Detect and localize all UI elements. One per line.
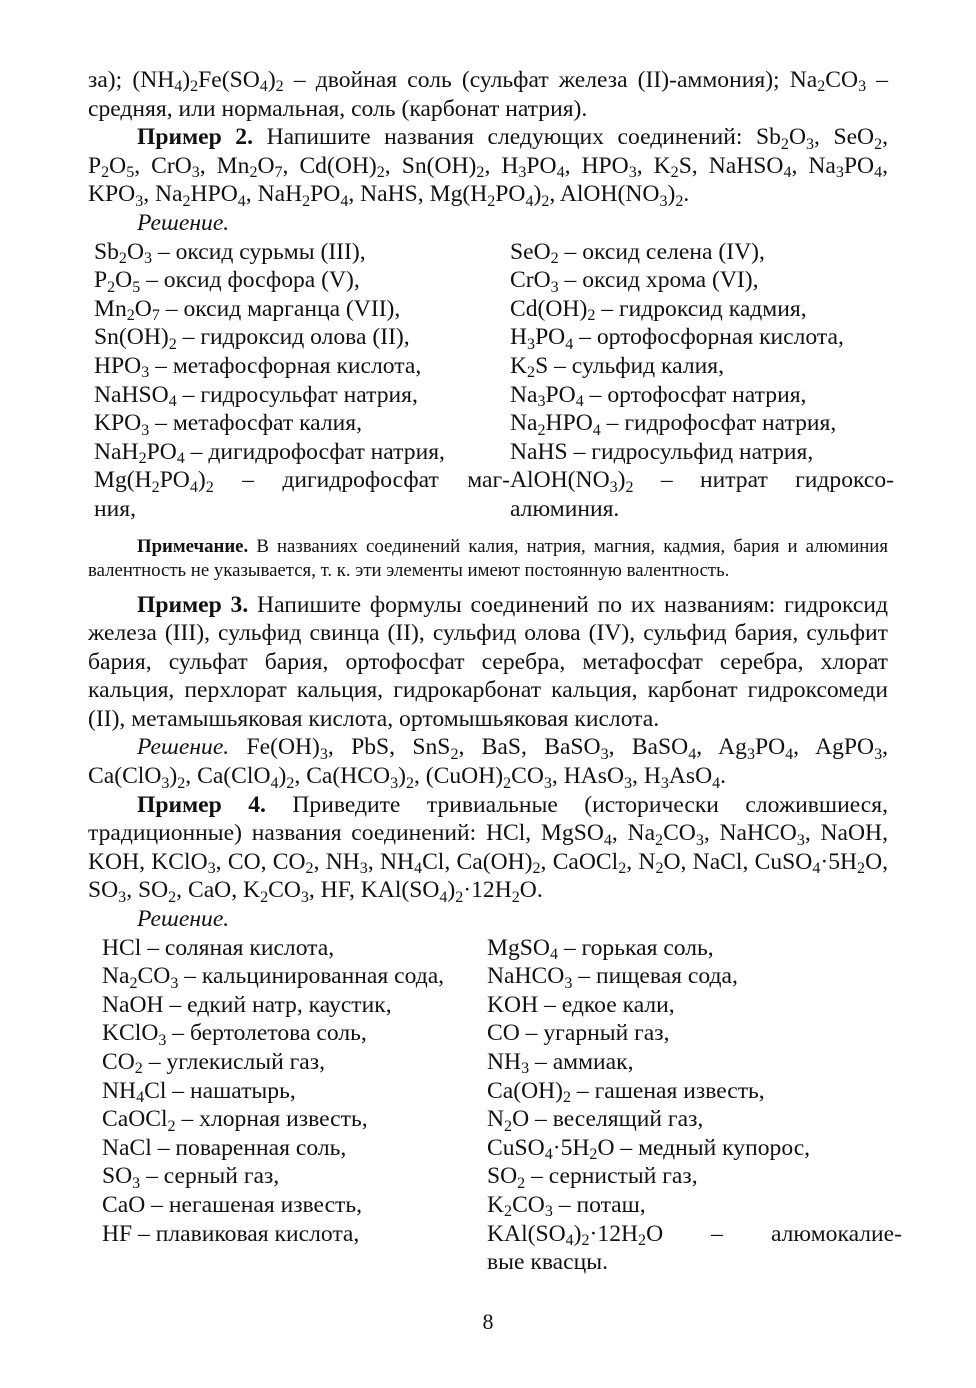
solution-list-item: NaHSO$_4$ – гидросульфат натрия, bbox=[94, 381, 418, 411]
solution-list-item: $SO_3$ – серный газ, bbox=[102, 1163, 280, 1192]
solution-list-item: вые квасцы. bbox=[487, 1249, 608, 1276]
example-4-solution-grid bbox=[102, 934, 902, 1277]
example-3-solution-label: Решение. bbox=[137, 734, 230, 761]
example-2-title: Пример 2. bbox=[137, 124, 253, 151]
example-4-task bbox=[88, 791, 888, 905]
solution-list-item: $KAl(SO_4)_2\cdot 12H_2O$ – алюмокалие- bbox=[487, 1220, 902, 1250]
solution-list-item: SeO$_2$ – оксид селена (IV), bbox=[510, 238, 765, 268]
solution-list-item: NaHS – гидросульфид натрия, bbox=[510, 438, 814, 465]
example-4-task-text: Приведите тривиальные (исторически сложившиеся, традиционные) названия соединений: HCl, MgSO$_4$, $Na_2CO_3$, NaHCO$_3$, NaOH, KOH, KClO$_3$, CO, $CO_2$, $NH_3$, $NH_4Cl$, $Ca(OH)_2$, CaOCl$_2$, $N_2O$, NaCl, $CuSO_4\cdot 5H_2O$, $SO_3$, $SO_2$, CaO, $K_2CO_3$, HF, $KAl(SO_4)_2\cdot 12H_2O$. bbox=[88, 791, 888, 906]
example-4-left-column bbox=[102, 934, 487, 1277]
solution-list-item: $SO_2$ – сернистый газ, bbox=[487, 1163, 698, 1192]
solution-list-item: $Sn(OH)_2$ – гидроксид олова (II), bbox=[94, 324, 410, 353]
solution-list-item: $Na_3PO_4$ – ортофосфат натрия, bbox=[510, 381, 807, 411]
solution-list-item: $Cd(OH)_2$ – гидроксид кадмия, bbox=[510, 295, 807, 325]
example-3-task-text: Напишите формулы соединений по их названиям: гидроксид железа (III), сульфид свинца (II), сульфид олова (IV), сульфид бария, сульфит бария, сульфат бария, ортофосфат серебра, метафосфат серебра, хлорат кальция, перхлорат кальция, гидрокарбонат кальция, карбонат гидроксомеди (II), метамышьяковая кислота, ортомышьяковая кислота. bbox=[88, 591, 889, 732]
note-text: В названиях соединений калия, натрия, магния, кадмия, бария и алюминия валентность не указывается, т. к. эти элементы имеют постоянную валентность. bbox=[88, 535, 888, 581]
solution-list-item: $H_3PO_4$ – ортофосфорная кислота, bbox=[510, 324, 844, 353]
solution-list-item: $CuSO_4\cdot 5H_2O$ – медный купорос, bbox=[487, 1134, 811, 1164]
solution-list-item: CaOCl$_2$ – хлорная известь, bbox=[102, 1106, 368, 1135]
solution-list-item: ния, bbox=[94, 495, 137, 522]
example-2-left-column bbox=[94, 238, 510, 524]
solution-list-item: $Na_2CO_3$ – кальцинированная сода, bbox=[102, 963, 445, 992]
example-4-right-column bbox=[487, 934, 902, 1277]
note-paragraph bbox=[88, 535, 888, 583]
note-label: Примечание. bbox=[137, 535, 249, 557]
solution-list-item: $P_2O_5$ – оксид фосфора (V), bbox=[94, 267, 360, 296]
example-2-task bbox=[88, 123, 888, 209]
example-3-solution-text: $Fe(OH)_3$, PbS, SnS$_2$, BaS, BaSO$_3$, BaSO$_4$, $Ag_3PO_4$, AgPO$_3$, $Ca(ClO_3)_2$, $Ca(ClO_4)_2$, $Ca(HCO_3)_2$, $(CuOH)_2CO_3$, HAsO$_3$, $H_3AsO_4$. bbox=[88, 734, 889, 792]
solution-list-item: $CO_2$ – углекислый газ, bbox=[102, 1049, 325, 1078]
example-2-solution-label: Решение. bbox=[137, 209, 230, 236]
solution-list-item: $Mg(H_2PO_4)_2$ – дигидрофосфат маг- bbox=[94, 467, 510, 496]
solution-list-item: NaCl – поваренная соль, bbox=[102, 1134, 347, 1161]
example-4-title: Пример 4. bbox=[137, 791, 266, 818]
solution-list-item: NaOH – едкий натр, каустик, bbox=[102, 991, 392, 1018]
solution-list-item: MgSO$_4$ – горькая соль, bbox=[487, 934, 714, 964]
solution-list-item: HCl – соляная кислота, bbox=[102, 934, 335, 961]
page-number: 8 bbox=[482, 1309, 494, 1334]
solution-list-item: CO – угарный газ, bbox=[487, 1020, 670, 1047]
solution-list-item: $Ca(OH)_2$ – гашеная известь, bbox=[487, 1077, 765, 1107]
example-3-title: Пример 3. bbox=[137, 591, 249, 618]
solution-list-item: $NH_4Cl$ – нашатырь, bbox=[102, 1077, 296, 1107]
solution-list-item: CrO$_3$ – оксид хрома (VI), bbox=[510, 267, 759, 296]
solution-list-item: KClO$_3$ – бертолетова соль, bbox=[102, 1020, 367, 1049]
example-3-solution bbox=[88, 733, 888, 790]
intro-paragraph: за); $(NH_4)_2Fe(SO_4)_2$ – двойная соль (сульфат железа (II)-аммония); $Na_2CO_3$ – средняя, или нормальная, соль (карбонат натрия). bbox=[88, 67, 889, 122]
solution-list-item: $NaH_2PO_4$ – дигидрофосфат натрия, bbox=[94, 438, 445, 468]
solution-list-item: NaHCO$_3$ – пищевая сода, bbox=[487, 963, 738, 992]
solution-list-item: $KPO_3$ – метафосфат калия, bbox=[94, 410, 363, 439]
example-2-task-text: Напишите названия следующих соединений: $Sb_2O_3$, SeO$_2$, $P_2O_5$, CrO$_3$, $Mn_2O_7$, $Cd(OH)_2$, $Sn(OH)_2$, $H_3PO_4$, $HPO_3$, $K_2S$, NaHSO$_4$, $Na_3PO_4$, $KPO_3$, $Na_2HPO_4$, $NaH_2PO_4$, NaHS, $Mg(H_2PO_4)_2$, $AlOH(NO_3)_2$. bbox=[88, 124, 889, 210]
solution-list-item: KOH – едкое кали, bbox=[487, 991, 675, 1018]
solution-list-item: $HPO_3$ – метафосфорная кислота, bbox=[94, 352, 422, 382]
solution-list-item: $Na_2HPO_4$ – гидрофосфат натрия, bbox=[510, 410, 837, 439]
solution-list-item: $Mn_2O_7$ – оксид марганца (VII), bbox=[94, 295, 401, 325]
solution-list-item: $K_2CO_3$ – поташ, bbox=[487, 1191, 646, 1221]
example-4-solution-label: Решение. bbox=[137, 906, 230, 933]
solution-list-item: CaO – негашеная известь, bbox=[102, 1191, 363, 1218]
solution-list-item: алюминия. bbox=[510, 495, 620, 522]
solution-list-item: $AlOH(NO_3)_2$ – нитрат гидроксо- bbox=[510, 467, 894, 496]
solution-list-item: $NH_3$ – аммиак, bbox=[487, 1049, 634, 1078]
example-2-solution-grid bbox=[94, 238, 894, 524]
solution-list-item: $N_2O$ – веселящий газ, bbox=[487, 1106, 704, 1135]
solution-list-item: $Sb_2O_3$ – оксид сурьмы (III), bbox=[94, 238, 366, 268]
solution-list-item: $K_2S$ – сульфид калия, bbox=[510, 352, 724, 382]
solution-list-item: HF – плавиковая кислота, bbox=[102, 1220, 360, 1247]
example-3-task bbox=[88, 591, 888, 734]
page-content bbox=[88, 66, 902, 1277]
example-2-right-column bbox=[510, 238, 894, 524]
